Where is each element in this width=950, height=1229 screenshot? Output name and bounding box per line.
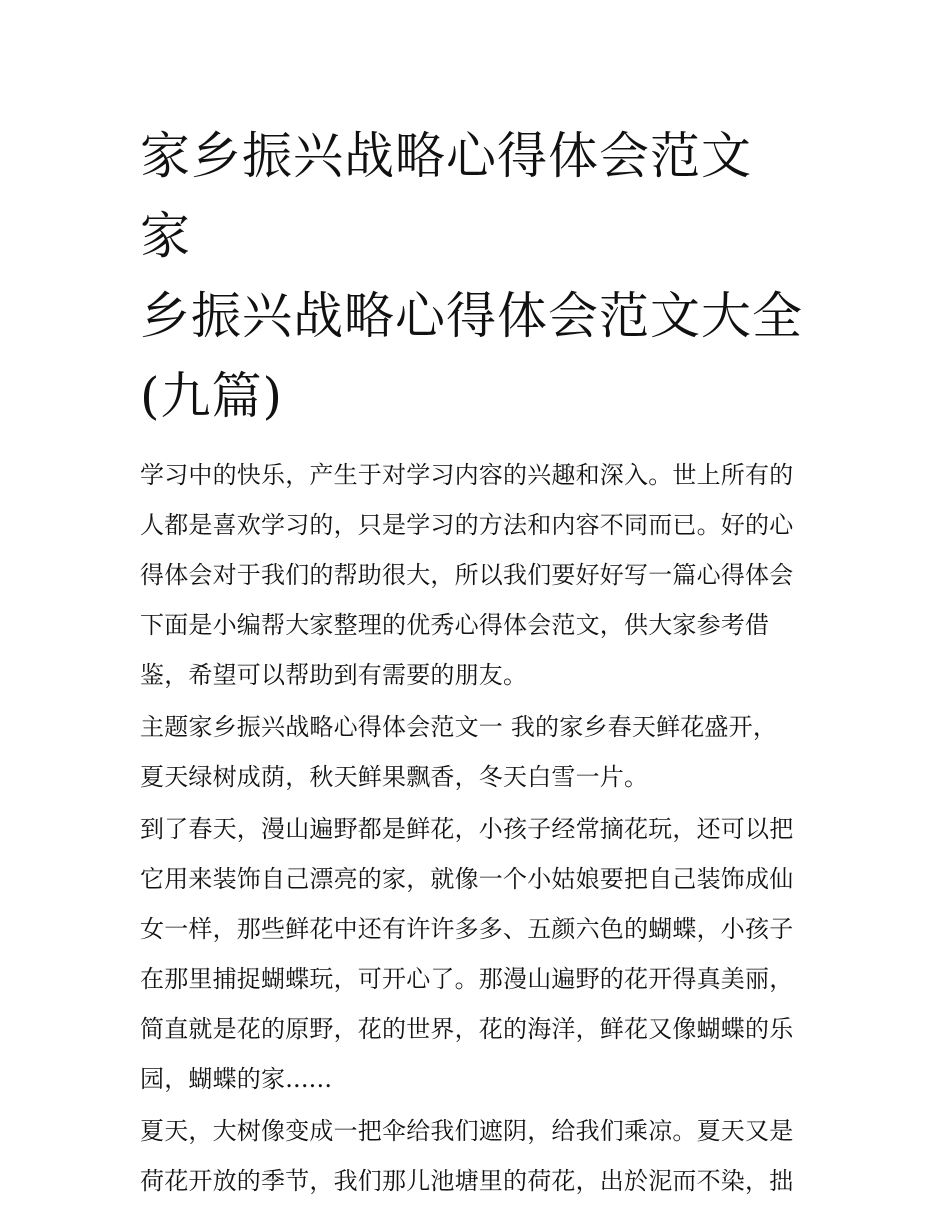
text-line: 学习中的快乐，产生于对学习内容的兴趣和深入。世上所有的 (140, 461, 794, 489)
text-line: 它用来装饰自己漂亮的家，就像一个小姑娘要把自己装饰成仙 (140, 865, 794, 893)
text-line: 下面是小编帮大家整理的优秀心得体会范文，供大家参考借 (140, 611, 770, 639)
text-line: 夏天，大树像变成一把伞给我们遮阴，给我们乘凉。夏天又是 (140, 1117, 794, 1145)
text-line: 荷花开放的季节，我们那儿池塘里的荷花，出於泥而不染，拙 (140, 1167, 794, 1195)
text-line: 鉴，希望可以帮助到有需要的朋友。 (140, 661, 528, 689)
text-line: 人都是喜欢学习的，只是学习的方法和内容不同而已。好的心 (140, 511, 794, 539)
document-title (140, 116, 810, 436)
text-line: 在那里捕捉蝴蝶玩，可开心了。那漫山遍野的花开得真美丽， (140, 965, 794, 993)
text-line: 女一样，那些鲜花中还有许许多多、五颜六色的蝴蝶，小孩子 (140, 915, 794, 943)
document-body (140, 450, 810, 1206)
text-line: 到了春天，漫山遍野都是鲜花，小孩子经常摘花玩，还可以把 (140, 815, 794, 843)
text-line: 简直就是花的原野，花的世界，花的海洋，鲜花又像蝴蝶的乐 (140, 1015, 794, 1043)
title-line: (九篇) (140, 367, 284, 425)
text-line: 主题家乡振兴战略心得体会范文一 我的家乡春天鲜花盛开， (140, 713, 778, 741)
text-line: 得体会对于我们的帮助很大，所以我们要好好写一篇心得体会 (140, 561, 794, 589)
text-line: 园，蝴蝶的家...... (140, 1065, 333, 1093)
title-line: 家乡振兴战略心得体会范文 家 (140, 127, 752, 265)
text-line: 夏天绿树成荫，秋天鲜果飘香，冬天白雪一片。 (140, 763, 649, 791)
title-line: 乡振兴战略心得体会范文大全 (140, 287, 803, 345)
